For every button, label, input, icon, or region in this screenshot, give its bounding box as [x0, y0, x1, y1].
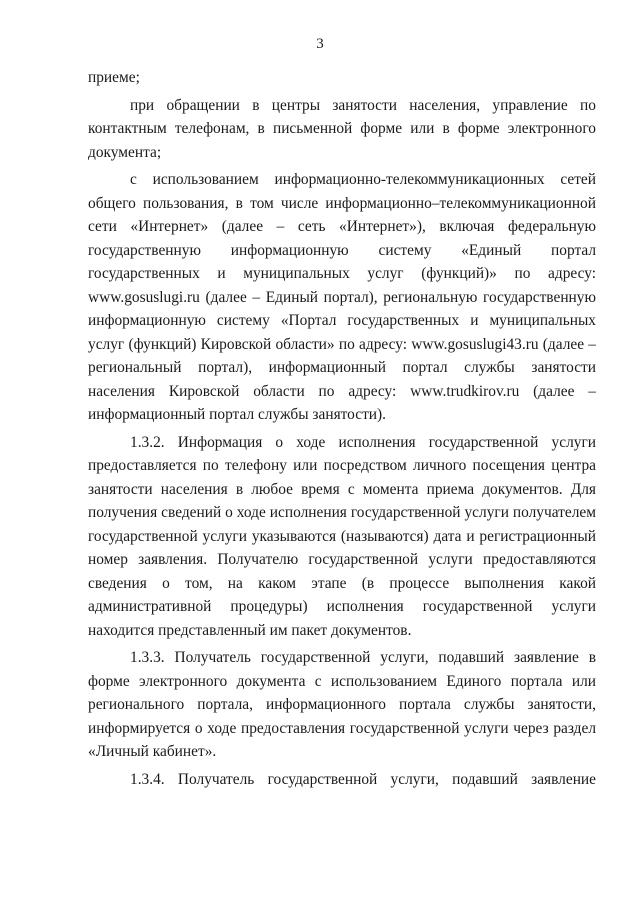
paragraph-internet-portals: с использованием информационно-телекоммуникационных сетей общего пользования, в том числе информационно–телекоммуникационной сети «Интернет» (далее – сеть «Интернет»), включая федеральную государственную информационную систему «Единый портал государственных и муниципальных услуг (функций)» по адресу: www.gosuslugi.ru (далее – Единый портал), региональную государственную информационную систему «Портал государственных и муниципальных услуг (функций) Кировской области» по адресу: www.gosuslugi43.ru (далее – региональный портал), информационный портал службы занятости населения Кировской области по адресу: www.trudkirov.ru (далее – информационный портал службы занятости). [88, 171, 596, 423]
document-body [88, 66, 596, 795]
paragraph-1-3-4: 1.3.4. Получатель государственной услуги, подавший заявление [130, 770, 596, 788]
paragraph-contact-methods: при обращении в центры занятости населения, управление по контактным телефонам, в письменной форме или в форме электронного документа; [88, 96, 596, 161]
paragraph-1-3-2: 1.3.2. Информация о ходе исполнения государственной услуги предоставляется по телефону или посредством личного посещения центра занятости населения в любое время с момента приема документов. Для получения сведений о ходе исполнения государственной услуги получателем государственной услуги указываются (называются) дата и регистрационный номер заявления. Получателю государственной услуги предоставляются сведения о том, на каком этапе (в процессе выполнения какой административной процедуры) исполнения государственной услуги находится представленный им пакет документов. [88, 433, 596, 639]
page-number: 3 [316, 36, 324, 52]
paragraph-1-3-3: 1.3.3. Получатель государственной услуги, подавший заявление в форме электронного документа с использованием Единого портала или регионального портала, информационного портала службы занятости, информируется о ходе предоставления государственной услуги через раздел «Личный кабинет». [88, 649, 596, 760]
paragraph-continuation: приеме; [88, 69, 140, 86]
